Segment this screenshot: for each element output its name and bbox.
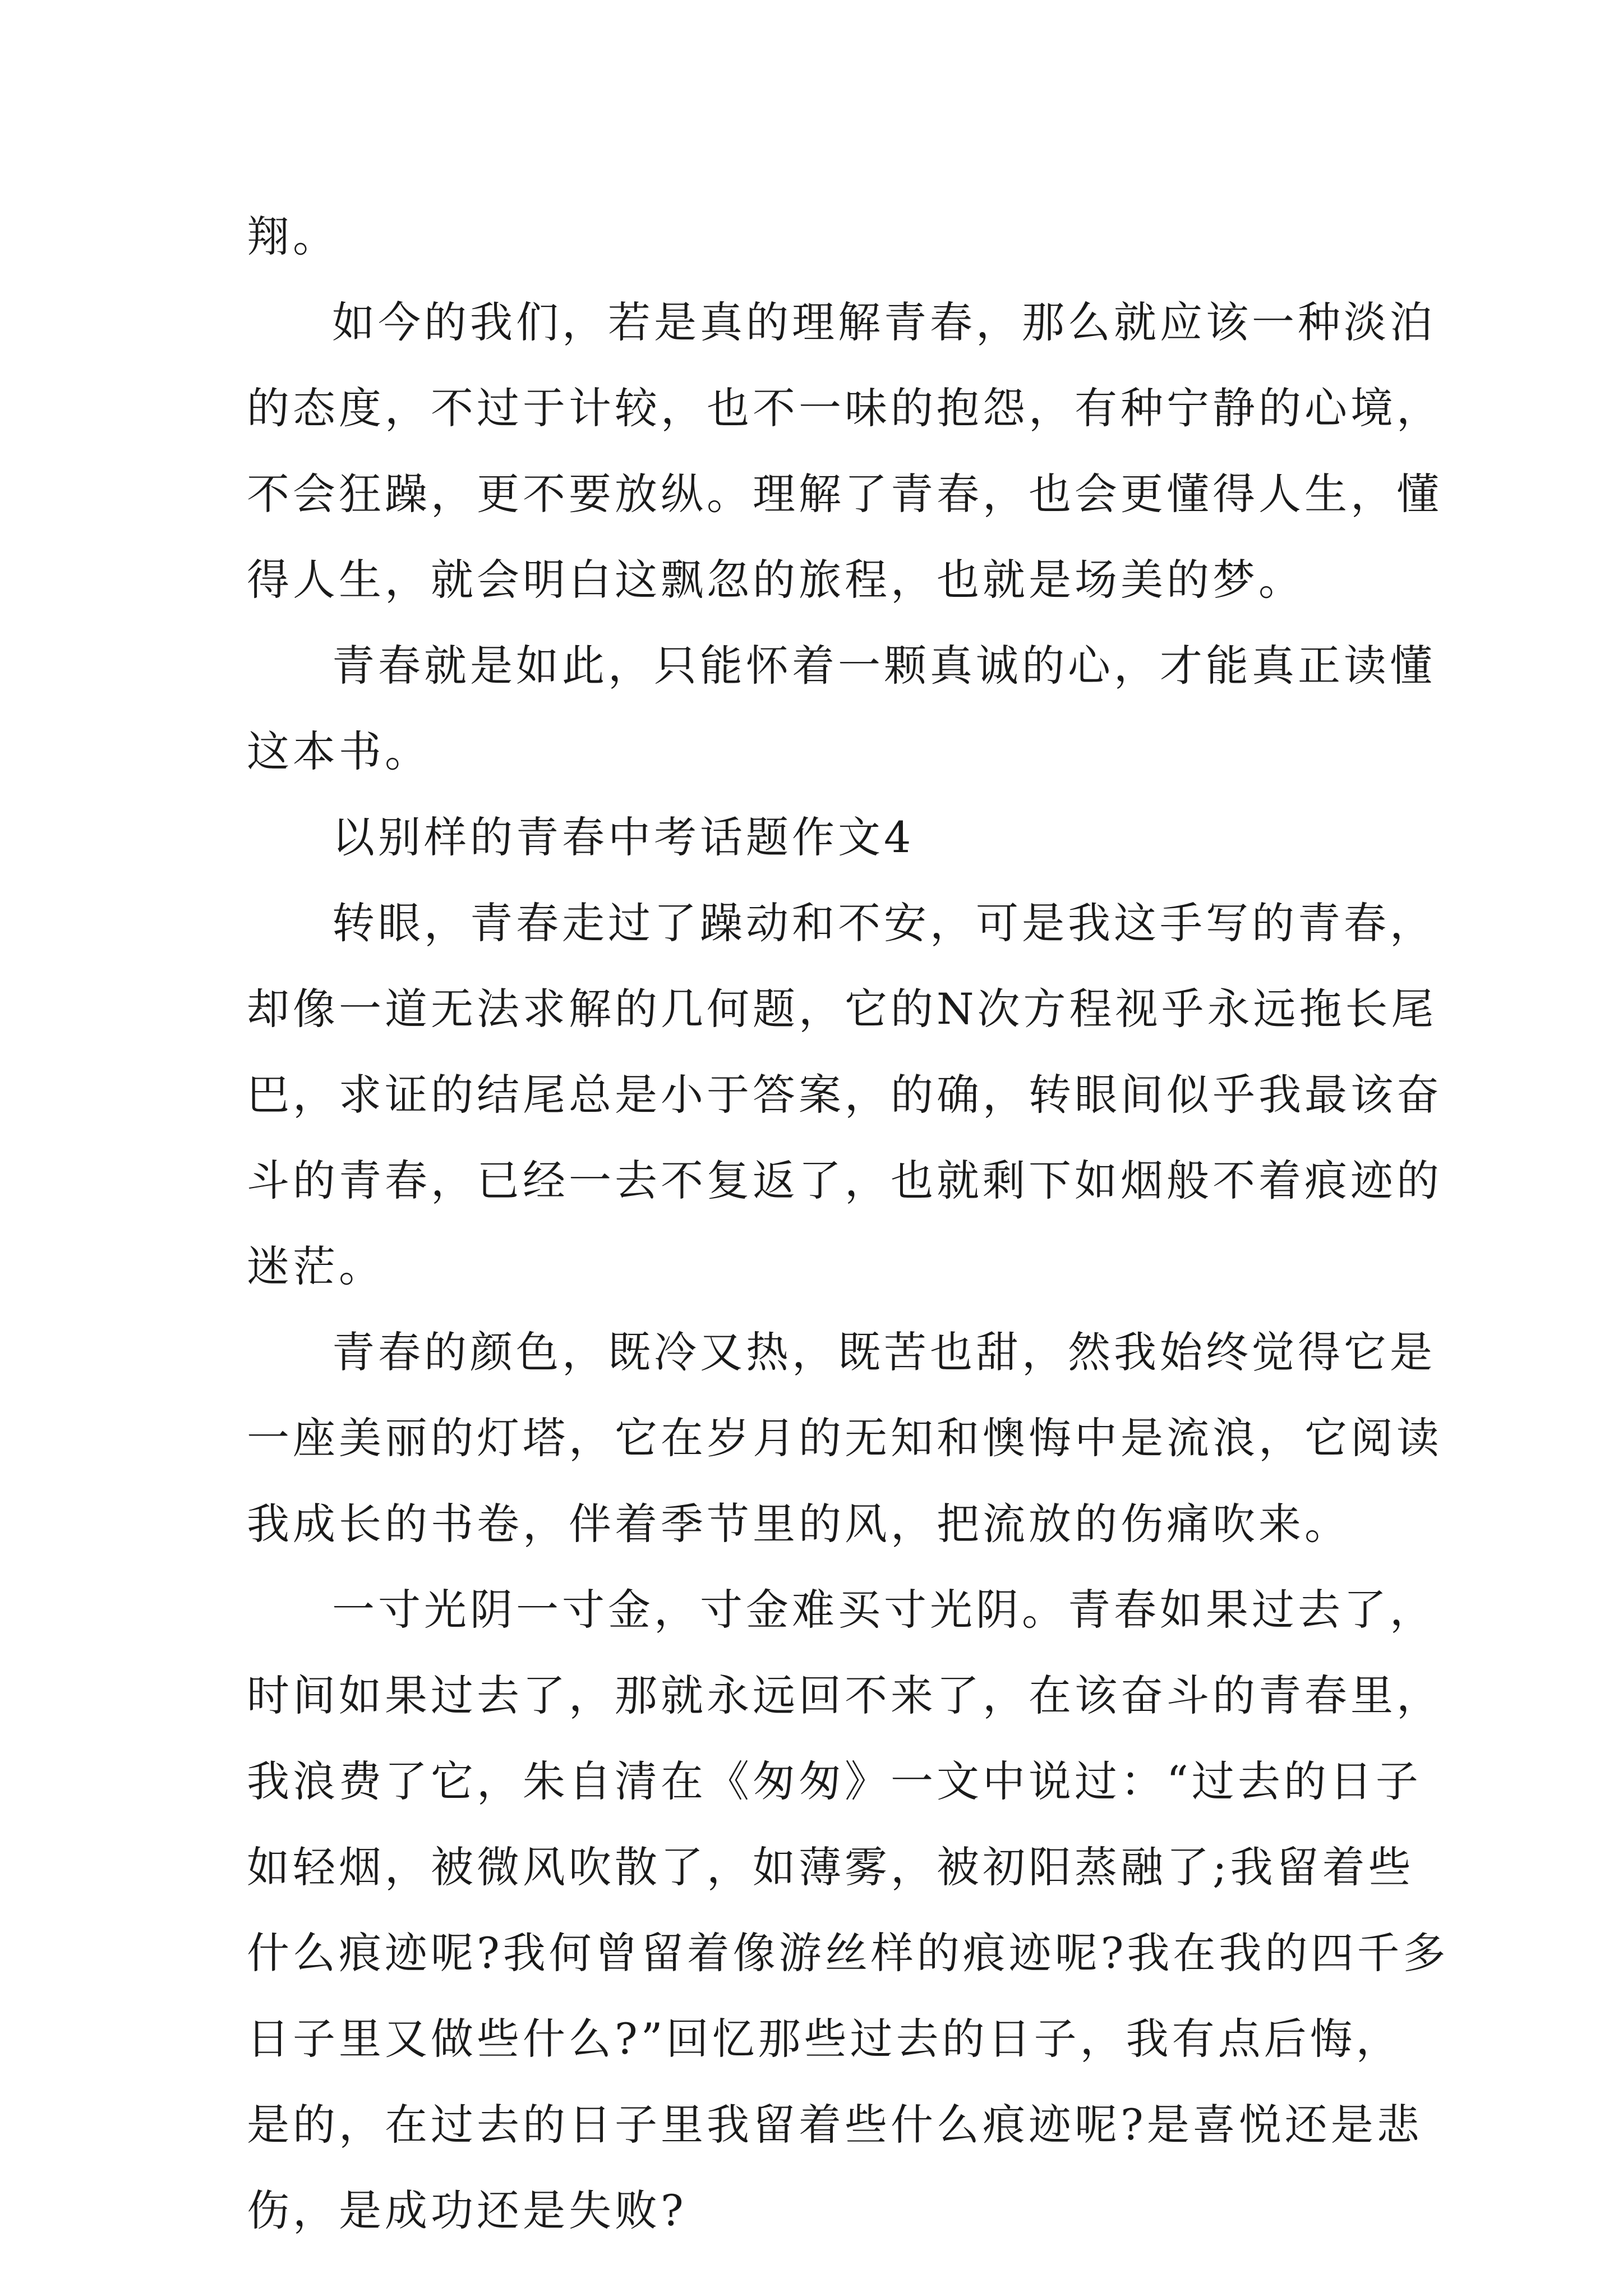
paragraph-line: 的态度，不过于计较，也不一味的抱怨，有种宁静的心境，: [247, 383, 1442, 433]
paragraph-line: 这本书。: [247, 726, 431, 776]
paragraph-line: 转眼，青春走过了躁动和不安，可是我这手写的青春，: [332, 898, 1436, 948]
paragraph-line: 一寸光阴一寸金，寸金难买寸光阴。青春如果过去了，: [332, 1585, 1436, 1635]
paragraph-line: 时间如果过去了，那就永远回不来了，在该奋斗的青春里，: [247, 1671, 1442, 1720]
paragraph-line: 什么痕迹呢?我何曾留着像游丝样的痕迹呢?我在我的四千多: [247, 1928, 1449, 1978]
paragraph-line: 我浪费了它，朱自清在《匆匆》一文中说过：“过去的日子: [247, 1756, 1422, 1806]
paragraph-line: 如今的我们，若是真的理解青春，那么就应该一种淡泊: [332, 297, 1436, 347]
section-heading: 以别样的青春中考话题作文4: [332, 812, 915, 862]
paragraph-line: 是的，在过去的日子里我留着些什么痕迹呢?是喜悦还是悲: [247, 2100, 1423, 2150]
paragraph-line: 得人生，就会明白这飘忽的旅程，也就是场美的梦。: [247, 555, 1304, 605]
paragraph-line: 如轻烟，被微风吹散了，如薄雾，被初阳蒸融了;我留着些: [247, 1842, 1414, 1892]
paragraph-line: 迷茫。: [247, 1241, 385, 1291]
paragraph-line: 我成长的书卷，伴着季节里的风，把流放的伤痛吹来。: [247, 1499, 1350, 1549]
paragraph-line: 伤，是成功还是失败?: [247, 2185, 687, 2235]
paragraph-line: 不会狂躁，更不要放纵。理解了青春，也会更懂得人生，懂: [247, 469, 1442, 519]
paragraph-line: 翔。: [247, 211, 339, 261]
paragraph-line: 青春的颜色，既冷又热，既苦也甜，然我始终觉得它是: [332, 1327, 1436, 1377]
paragraph-line: 日子里又做些什么?”回忆那些过去的日子，我有点后悔，: [247, 2014, 1402, 2064]
paragraph-line: 一座美丽的灯塔，它在岁月的无知和懊悔中是流浪，它阅读: [247, 1413, 1442, 1463]
paragraph-line: 青春就是如此，只能怀着一颗真诚的心，才能真正读懂: [332, 641, 1436, 691]
paragraph-line: 巴，求证的结尾总是小于答案，的确，转眼间似乎我最该奋: [247, 1070, 1442, 1120]
paragraph-line: 斗的青春，已经一去不复返了，也就剩下如烟般不着痕迹的: [247, 1156, 1442, 1205]
paragraph-line: 却像一道无法求解的几何题，它的N次方程视乎永远拖长尾: [247, 984, 1437, 1034]
